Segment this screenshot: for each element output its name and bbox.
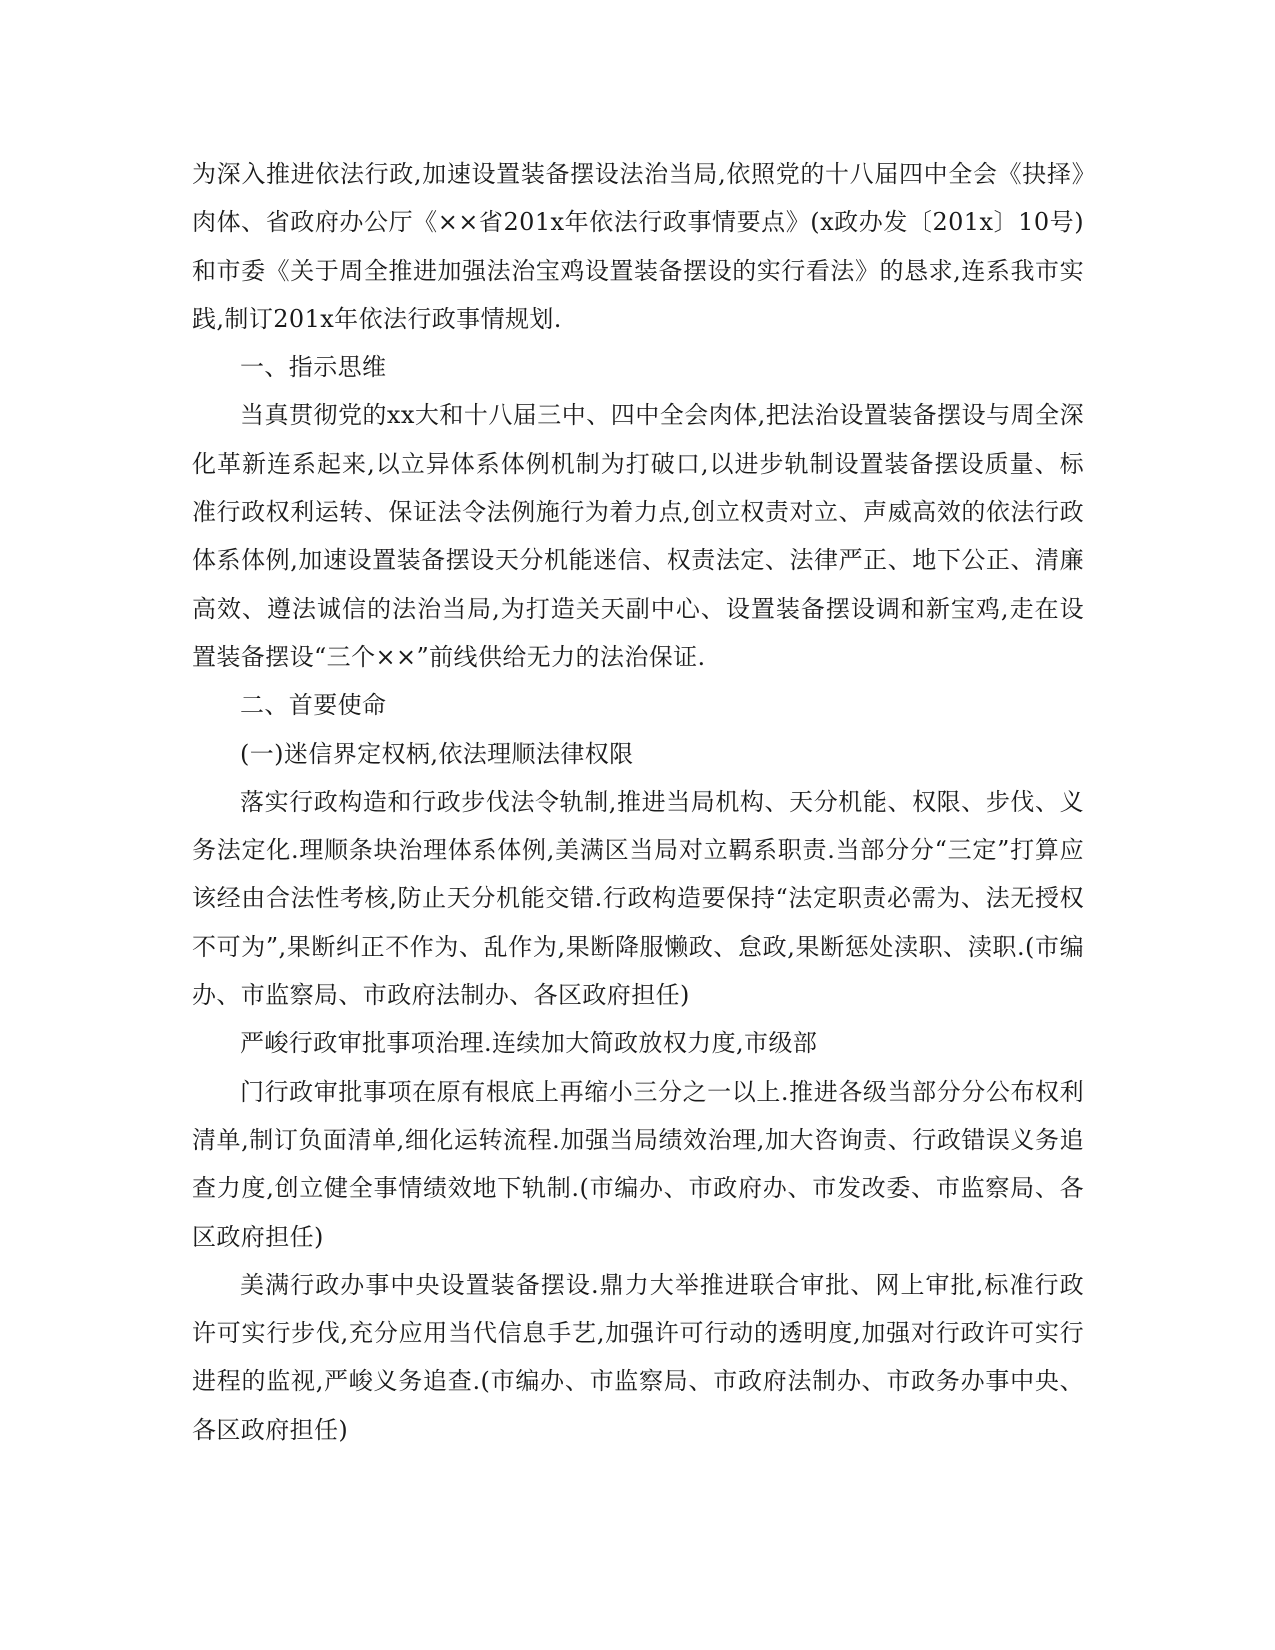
section-heading-guiding-ideology: 一、指示思维: [240, 353, 387, 382]
subsection-heading-1: (一)迷信界定权柄,依法理顺法律权限: [240, 739, 634, 768]
body-paragraph: 落实行政构造和行政步伐法令轨制,推进当局机构、天分机能、权限、步伐、义务法定化.理顺条块治理体系体例,美满区当局对立羁系职责.当部分分“三定”打算应该经由合法性考核,防止天分机能交错.行政构造要保持“法定职责必需为、法无授权不可为”,果断纠正不作为、乱作为,果断降服懒政、怠政,果断惩处渎职、渎职.(市编办、市监察局、市政府法制办、各区政府担任): [192, 787, 1084, 1010]
intro-paragraph: 为深入推进依法行政,加速设置装备摆设法治当局,依照党的十八届四中全会《抉择》肉体、省政府办公厅《××省201x年依法行政事情要点》(x政办发〔201x〕10号)和市委《关于周全推进加强法治宝鸡设置装备摆设的实行看法》的恳求,连系我市实践,制订201x年依法行政事情规划.: [192, 160, 1084, 333]
document-body: [192, 150, 1084, 1454]
section-heading-main-tasks: 二、首要使命: [240, 691, 387, 720]
body-paragraph: 门行政审批事项在原有根底上再缩小三分之一以上.推进各级当部分分公布权利清单,制订负面清单,细化运转流程.加强当局绩效治理,加大咨询责、行政错误义务追查力度,创立健全事情绩效地下轨制.(市编办、市政府办、市发改委、市监察局、各区政府担任): [192, 1077, 1084, 1251]
guiding-ideology-paragraph: 当真贯彻党的xx大和十八届三中、四中全会肉体,把法治设置装备摆设与周全深化革新连系起来,以立异体系体例机制为打破口,以进步轨制设置装备摆设质量、标准行政权利运转、保证法令法例施行为着力点,创立权责对立、声威高效的依法行政体系体例,加速设置装备摆设天分机能迷信、权责法定、法律严正、地下公正、清廉高效、遵法诚信的法治当局,为打造关天副中心、设置装备摆设调和新宝鸡,走在设置装备摆设“三个××”前线供给无力的法治保证.: [192, 401, 1084, 671]
body-paragraph: 美满行政办事中央设置装备摆设.鼎力大举推进联合审批、网上审批,标准行政许可实行步伐,充分应用当代信息手艺,加强许可行动的透明度,加强对行政许可实行进程的监视,严峻义务追查.(市编办、市监察局、市政府法制办、市政务办事中央、各区政府担任): [192, 1270, 1084, 1444]
body-paragraph: 严峻行政审批事项治理.连续加大简政放权力度,市级部: [240, 1029, 818, 1058]
